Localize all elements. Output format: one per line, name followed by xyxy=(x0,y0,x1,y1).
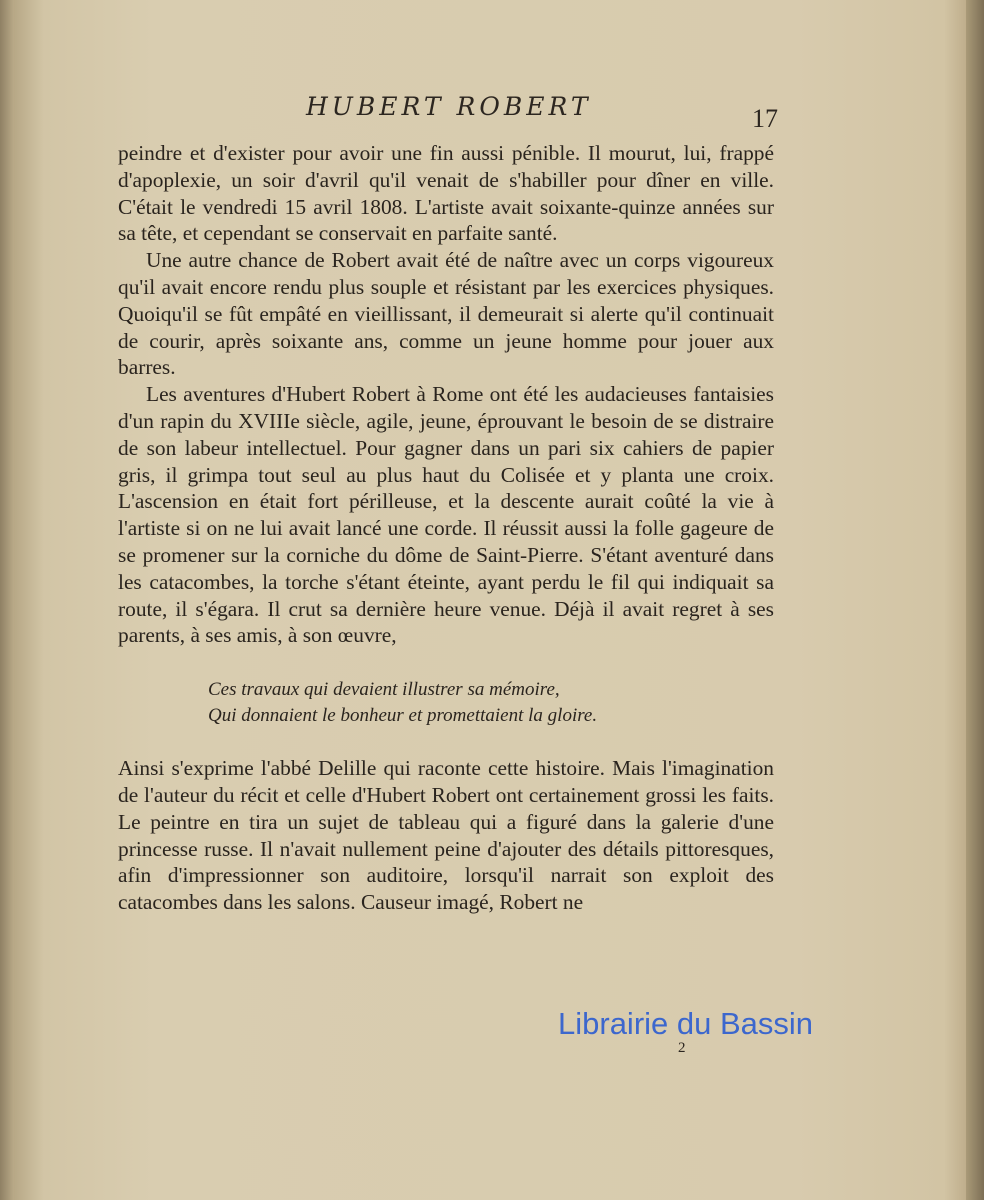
signature-mark: 2 xyxy=(678,1040,686,1056)
book-spine-shadow xyxy=(0,0,14,1200)
watermark: Librairie du Bassin xyxy=(558,1006,814,1041)
paragraph: Une autre chance de Robert avait été de naître avec un corps vigoureux qu'il avait encore rendu plus souple et résistant par les exercices physiques. Quoiqu'il se fût empâté en vieillissant, il demeurait si alerte qu'il continuait de courir, après soixante ans, comme un jeune homme pour jouer aux barres. xyxy=(118,248,774,380)
page-number: 17 xyxy=(752,104,778,133)
verse-line: Qui donnaient le bonheur et promettaient la gloire. xyxy=(208,705,598,727)
verse-line: Ces travaux qui devaient illustrer sa mémoire, xyxy=(208,679,560,701)
paragraph: Ainsi s'exprime l'abbé Delille qui raconte cette histoire. Mais l'imagination de l'auteur du récit et celle d'Hubert Robert ont certainement grossi les faits. Le peintre en tira un sujet de tableau qui a figuré dans la galerie d'une princesse russe. Il n'avait nullement peine d'ajouter des détails pittoresques, afin d'impressionner son auditoire, lorsqu'il narrait son exploit des catacombes dans les salons. Causeur imagé, Robert ne xyxy=(118,756,774,915)
paragraph: peindre et d'exister pour avoir une fin aussi pénible. Il mourut, lui, frappé d'apoplexie, un soir d'avril qu'il venait de s'habiller pour dîner en ville. C'était le vendredi 15 avril 1808. L'artiste avait soixante-quinze années sur sa tête, et cependant se conservait en parfaite santé. xyxy=(118,141,774,246)
page-edge-shadow xyxy=(966,0,984,1200)
body-text xyxy=(118,140,774,916)
running-head: HUBERT ROBERT xyxy=(306,92,592,121)
paragraph: Les aventures d'Hubert Robert à Rome ont été les audacieuses fantaisies d'un rapin du XVIIIe siècle, agile, jeune, éprouvant le besoin de se distraire de son labeur intellectuel. Pour gagner dans un pari six cahiers de papier gris, il grimpa tout seul au plus haut du Colisée et y planta une croix. L'ascension en était fort périlleuse, et la descente aurait coûté la vie à l'artiste si on ne lui avait lancé une corde. Il réussit aussi la folle gageure de se promener sur la corniche du dôme de Saint-Pierre. S'étant aventuré dans les catacombes, la torche s'étant éteinte, ayant perdu le fil qui indiquait sa route, il s'égara. Il crut sa dernière heure venue. Déjà il avait regret à ses parents, à ses amis, à son œuvre, xyxy=(118,382,774,648)
verse-quotation xyxy=(208,677,774,729)
